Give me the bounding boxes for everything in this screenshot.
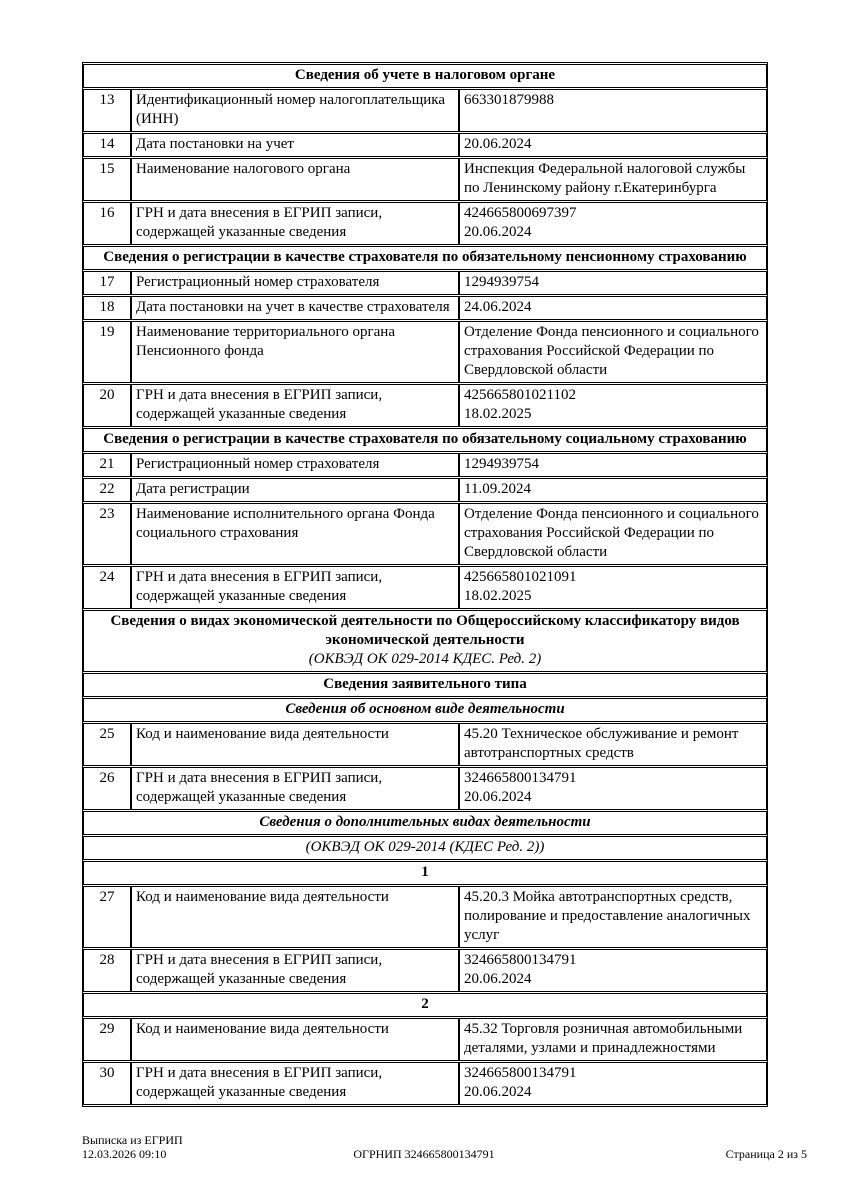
section-header-row xyxy=(83,246,767,270)
section-header-cell xyxy=(83,993,767,1017)
value-line: 663301879988 xyxy=(464,92,554,108)
row-number-cell: 14 xyxy=(83,133,131,157)
row-label-cell: ГРН и дата внесения в ЕГРИП записи, содержащей указанные сведения xyxy=(131,566,459,609)
row-number-cell: 28 xyxy=(83,949,131,992)
row-number-cell: 13 xyxy=(83,89,131,132)
table-row xyxy=(83,503,767,565)
table-row xyxy=(83,1018,767,1061)
value-line: Инспекция Федеральной налоговой службы по Ленинскому району г.Екатеринбурга xyxy=(464,161,746,196)
value-line: 20.06.2024 xyxy=(464,1084,532,1100)
row-label-cell: ГРН и дата внесения в ЕГРИП записи, содержащей указанные сведения xyxy=(131,384,459,427)
row-label-cell: ГРН и дата внесения в ЕГРИП записи, содержащей указанные сведения xyxy=(131,1062,459,1105)
row-label-cell: Наименование территориального органа Пенсионного фонда xyxy=(131,321,459,383)
value-line: 425665801021102 xyxy=(464,387,576,403)
value-line: 18.02.2025 xyxy=(464,588,532,604)
row-number-cell: 21 xyxy=(83,453,131,477)
table-row xyxy=(83,886,767,948)
value-line: 1294939754 xyxy=(464,274,539,290)
section-header-cell xyxy=(83,861,767,885)
table-row xyxy=(83,723,767,766)
table-row xyxy=(83,384,767,427)
row-number-cell: 19 xyxy=(83,321,131,383)
section-header-row xyxy=(83,993,767,1017)
row-number-cell: 15 xyxy=(83,158,131,201)
row-label-cell: Код и наименование вида деятельности xyxy=(131,723,459,766)
table-row xyxy=(83,271,767,295)
footer-doc-type: Выписка из ЕГРИП xyxy=(82,1133,183,1147)
value-line: 20.06.2024 xyxy=(464,224,532,240)
section-header-line: Сведения об учете в налоговом органе xyxy=(294,67,556,83)
value-line: 424665800697397 xyxy=(464,205,577,221)
table-row xyxy=(83,158,767,201)
section-header-row xyxy=(83,698,767,722)
section-header-line: Сведения о регистрации в качестве страхователя по обязательному социальному страхованию xyxy=(103,431,747,447)
row-number-cell: 18 xyxy=(83,296,131,320)
section-header-row xyxy=(83,861,767,885)
row-value-cell xyxy=(459,384,767,427)
table-row xyxy=(83,89,767,132)
row-label-cell: Регистрационный номер страхователя xyxy=(131,271,459,295)
row-number-cell: 24 xyxy=(83,566,131,609)
footer-page-number: Страница 2 из 5 xyxy=(725,1147,807,1161)
row-number-cell: 17 xyxy=(83,271,131,295)
section-header-line: 1 xyxy=(421,864,429,880)
row-label-cell: Дата постановки на учет в качестве страхователя xyxy=(131,296,459,320)
row-value-cell xyxy=(459,503,767,565)
row-value-cell xyxy=(459,271,767,295)
row-label-cell: ГРН и дата внесения в ЕГРИП записи, содержащей указанные сведения xyxy=(131,949,459,992)
value-line: Отделение Фонда пенсионного и социального страхования Российской Федерации по Свердловской области xyxy=(464,324,759,378)
section-header-line: Сведения заявительного типа xyxy=(323,676,527,692)
value-line: 20.06.2024 xyxy=(464,136,532,152)
row-label-cell: Код и наименование вида деятельности xyxy=(131,1018,459,1061)
section-header-row xyxy=(83,64,767,88)
footer-ogrnip: ОГРНИП 324665800134791 xyxy=(353,1147,495,1161)
table-row xyxy=(83,453,767,477)
section-header-row xyxy=(83,811,767,835)
value-line: 24.06.2024 xyxy=(464,299,532,315)
row-number-cell: 26 xyxy=(83,767,131,810)
section-header-cell xyxy=(83,836,767,860)
row-value-cell xyxy=(459,949,767,992)
section-header-row xyxy=(83,836,767,860)
section-header-cell xyxy=(83,246,767,270)
value-line: Отделение Фонда пенсионного и социального страхования Российской Федерации по Свердловской области xyxy=(464,506,759,560)
row-value-cell xyxy=(459,566,767,609)
value-line: 45.32 Торговля розничная автомобильными деталями, узлами и принадлежностями xyxy=(464,1021,743,1056)
table-row xyxy=(83,296,767,320)
section-header-line: Сведения о видах экономической деятельности по Общероссийскому классификатору видов экономической деятельности xyxy=(110,613,740,648)
section-header-line: (ОКВЭД ОК 029-2014 (КДЕС Ред. 2)) xyxy=(305,839,545,855)
section-header-line: (ОКВЭД ОК 029-2014 КДЕС. Ред. 2) xyxy=(308,651,542,667)
table-row xyxy=(83,202,767,245)
row-label-cell: ГРН и дата внесения в ЕГРИП записи, содержащей указанные сведения xyxy=(131,202,459,245)
section-header-row xyxy=(83,673,767,697)
row-number-cell: 25 xyxy=(83,723,131,766)
value-line: 324665800134791 xyxy=(464,1065,577,1081)
row-value-cell xyxy=(459,158,767,201)
section-header-cell xyxy=(83,673,767,697)
section-header-line: Сведения о регистрации в качестве страхователя по обязательному пенсионному страхованию xyxy=(103,249,747,265)
row-value-cell xyxy=(459,1062,767,1105)
table-row xyxy=(83,949,767,992)
row-value-cell xyxy=(459,202,767,245)
value-line: 18.02.2025 xyxy=(464,406,532,422)
section-header-cell xyxy=(83,811,767,835)
row-value-cell xyxy=(459,89,767,132)
row-value-cell xyxy=(459,886,767,948)
row-value-cell xyxy=(459,767,767,810)
value-line: 11.09.2024 xyxy=(464,481,531,497)
section-header-cell xyxy=(83,428,767,452)
section-header-row xyxy=(83,428,767,452)
row-number-cell: 27 xyxy=(83,886,131,948)
value-line: 324665800134791 xyxy=(464,770,577,786)
footer-datetime: 12.03.2026 09:10 xyxy=(82,1147,167,1161)
row-number-cell: 16 xyxy=(83,202,131,245)
row-label-cell: Наименование налогового органа xyxy=(131,158,459,201)
row-value-cell xyxy=(459,296,767,320)
value-line: 20.06.2024 xyxy=(464,971,532,987)
table-row xyxy=(83,133,767,157)
section-header-cell xyxy=(83,698,767,722)
row-number-cell: 22 xyxy=(83,478,131,502)
table-row xyxy=(83,321,767,383)
row-label-cell: Дата постановки на учет xyxy=(131,133,459,157)
table-row xyxy=(83,1062,767,1105)
row-number-cell: 29 xyxy=(83,1018,131,1061)
value-line: 45.20 Техническое обслуживание и ремонт автотранспортных средств xyxy=(464,726,739,761)
row-label-cell: Идентификационный номер налогоплательщика (ИНН) xyxy=(131,89,459,132)
row-label-cell: Дата регистрации xyxy=(131,478,459,502)
row-label-cell: Наименование исполнительного органа Фонда социального страхования xyxy=(131,503,459,565)
row-label-cell: Код и наименование вида деятельности xyxy=(131,886,459,948)
value-line: 45.20.3 Мойка автотранспортных средств, полирование и предоставление аналогичных услуг xyxy=(464,889,751,943)
table-row xyxy=(83,478,767,502)
value-line: 425665801021091 xyxy=(464,569,577,585)
row-value-cell xyxy=(459,133,767,157)
row-label-cell: ГРН и дата внесения в ЕГРИП записи, содержащей указанные сведения xyxy=(131,767,459,810)
row-value-cell xyxy=(459,1018,767,1061)
egrip-table-body xyxy=(83,64,767,1105)
value-line: 324665800134791 xyxy=(464,952,577,968)
egrip-table xyxy=(82,62,768,1107)
row-value-cell xyxy=(459,321,767,383)
row-number-cell: 20 xyxy=(83,384,131,427)
row-number-cell: 23 xyxy=(83,503,131,565)
section-header-line: 2 xyxy=(421,996,429,1012)
table-row xyxy=(83,767,767,810)
row-number-cell: 30 xyxy=(83,1062,131,1105)
section-header-cell xyxy=(83,610,767,672)
row-label-cell: Регистрационный номер страхователя xyxy=(131,453,459,477)
value-line: 1294939754 xyxy=(464,456,539,472)
value-line: 20.06.2024 xyxy=(464,789,532,805)
row-value-cell xyxy=(459,723,767,766)
row-value-cell xyxy=(459,453,767,477)
section-header-line: Сведения о дополнительных видах деятельности xyxy=(259,814,591,830)
section-header-row xyxy=(83,610,767,672)
section-header-cell xyxy=(83,64,767,88)
row-value-cell xyxy=(459,478,767,502)
table-row xyxy=(83,566,767,609)
section-header-line: Сведения об основном виде деятельности xyxy=(285,701,565,717)
